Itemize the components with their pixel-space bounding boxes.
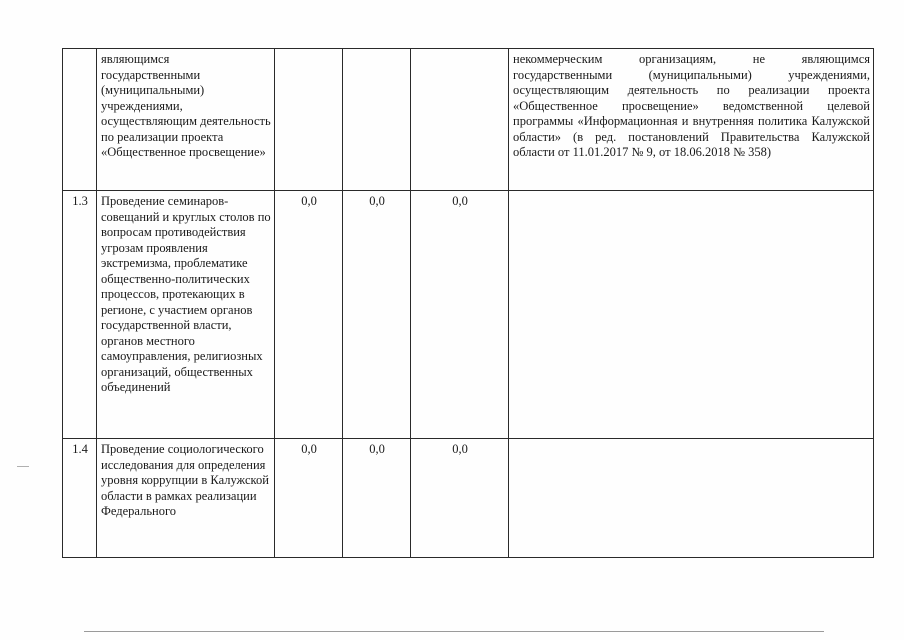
value-cell-2: 0,0 <box>343 439 411 558</box>
page-bottom-line <box>84 631 824 632</box>
note-cell: некоммерческим организациям, не являющимся государственными (муниципальными) учреждениями, осуществляющим деятельность по реализации проекта «Общественное просвещение» ведомственной целевой программы «Информационная и внутренняя политика Калужской области» (в ред. постановлений Правительства Калужской области от 11.01.2017 № 9, от 18.06.2018 № 358) <box>509 49 874 191</box>
scan-edge-mark <box>17 466 29 467</box>
row-number-cell: 1.4 <box>63 439 97 558</box>
value-cell-3: 0,0 <box>411 439 509 558</box>
program-table <box>62 48 874 558</box>
table-row <box>63 191 874 439</box>
table-row <box>63 439 874 558</box>
value-cell-3: 0,0 <box>411 191 509 439</box>
activity-description-cell: Проведение семинаров-совещаний и круглых столов по вопросам противодействия угрозам проявления экстремизма, проблематике общественно-политических процессов, протекающих в регионе, с участием органов государственной власти, органов местного самоуправления, религиозных организаций, общественных объединений <box>97 191 275 439</box>
activity-description-cell: являющимся государственными (муниципальными) учреждениями, осуществляющим деятельность по реализации проекта «Общественное просвещение» <box>97 49 275 191</box>
value-cell-1: 0,0 <box>275 439 343 558</box>
row-number-cell <box>63 49 97 191</box>
value-cell-2: 0,0 <box>343 191 411 439</box>
value-cell-1: 0,0 <box>275 191 343 439</box>
value-cell-1 <box>275 49 343 191</box>
row-number-cell: 1.3 <box>63 191 97 439</box>
note-cell <box>509 191 874 439</box>
note-cell <box>509 439 874 558</box>
table-row <box>63 49 874 191</box>
value-cell-3 <box>411 49 509 191</box>
value-cell-2 <box>343 49 411 191</box>
activity-description-cell: Проведение социологического исследования для определения уровня коррупции в Калужской области в рамках реализации Федерального <box>97 439 275 558</box>
